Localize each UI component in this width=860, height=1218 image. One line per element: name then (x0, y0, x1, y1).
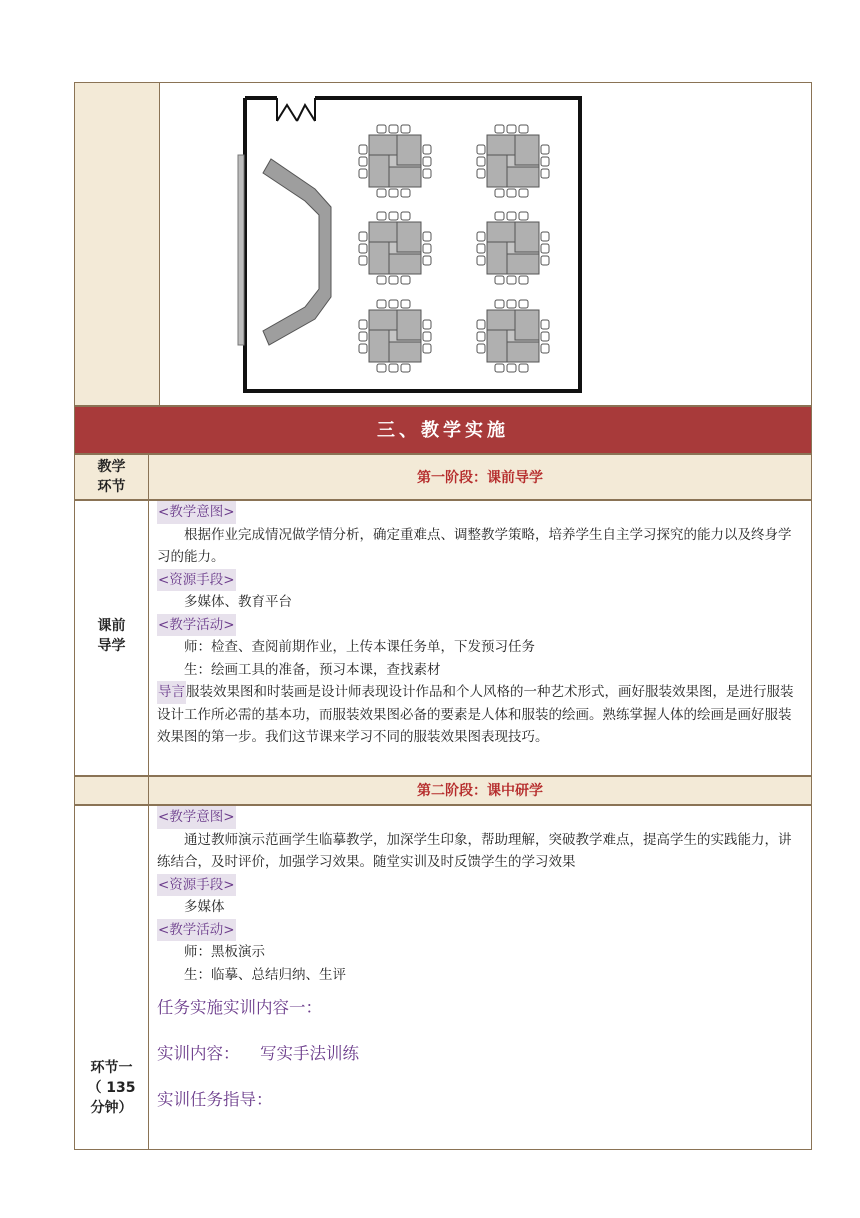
tag-activity: <教学活动> (157, 614, 236, 637)
segment1-activity-student: 生：临摹、总结归纳、生评 (184, 966, 346, 983)
section-title-banner (74, 406, 812, 454)
stage1-title: 第一阶段：课前导学 (417, 470, 543, 486)
preclass-intro-text: 服装效果图和时装画是设计师表现设计作品和个人风格的一种艺术形式，画好服装效果图，是进行服装设计工作所必需的基本功，而服装效果图必备的要素是人体和服装的绘画。熟练掌握人体的绘画是画好服装效果图的第一步。我们这节课来学习不同的服装效果图表现技巧。 (157, 684, 794, 745)
classroom-layout-diagram (235, 93, 595, 398)
preclass-label-cell (74, 500, 149, 776)
tag-resource: <资源手段> (157, 569, 236, 592)
preclass-label-line2: 导学 (97, 638, 126, 654)
segment1-label-line3: 分钟） (90, 1100, 133, 1116)
preclass-resource-text: 多媒体、教育平台 (184, 594, 292, 610)
header-label-line2: 环节 (97, 479, 126, 495)
preclass-activity-student: 生：绘画工具的准备，预习本课，查找素材 (184, 661, 441, 678)
segment1-intent-text: 通过教师演示范画学生临摹教学，加深学生印象，帮助理解，突破教学难点，提高学生的实践能力，讲练结合，及时评价，加强学习效果。随堂实训及时反馈学生的学习效果 (157, 831, 792, 870)
tag-intent: <教学意图> (157, 501, 236, 524)
floorplan-cell (159, 82, 812, 406)
segment1-activity-teacher: 师：黑板演示 (184, 944, 265, 960)
header-label-line1: 教学 (97, 459, 126, 475)
stage2-left-cell (74, 776, 149, 805)
segment1-label-cell (74, 805, 149, 1150)
task-content-value: 写实手法训练 (260, 1044, 359, 1063)
header-label-cell (74, 454, 149, 500)
seg-tag-activity: <教学活动> (157, 919, 236, 942)
task-content-label: 实训内容： (157, 1044, 240, 1063)
seg-tag-intent: <教学意图> (157, 806, 236, 829)
section-title: 三、教学实施 (377, 420, 509, 441)
stage1-cell (148, 454, 812, 500)
segment1-resource-text: 多媒体 (184, 899, 225, 915)
seg-tag-resource: <资源手段> (157, 874, 236, 897)
task-guide: 实训任务指导： (157, 1090, 273, 1109)
stage2-cell (148, 776, 812, 805)
preclass-label-line1: 课前 (97, 618, 126, 634)
floorplan-left-cell (74, 82, 160, 406)
segment1-content-cell (148, 805, 812, 1150)
stage2-title: 第二阶段：课中研学 (417, 783, 543, 799)
preclass-content-cell (148, 500, 812, 776)
preclass-activity-teacher: 师：检查、查阅前期作业，上传本课任务单，下发预习任务 (184, 639, 535, 655)
tag-intro: 导言 (157, 681, 186, 704)
desk-groups (359, 125, 549, 372)
segment1-label-line2: （ 135 (87, 1080, 136, 1096)
preclass-intent-text: 根据作业完成情况做学情分析，确定重难点、调整教学策略，培养学生自主学习探究的能力以及终身学习的能力。 (157, 526, 792, 565)
task-title: 任务实施实训内容一： (157, 998, 322, 1017)
segment1-label-line1: 环节一 (90, 1060, 133, 1076)
